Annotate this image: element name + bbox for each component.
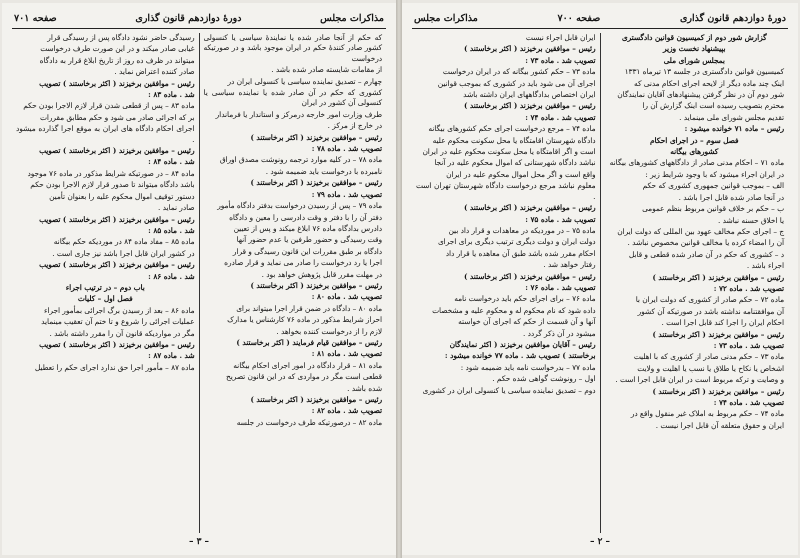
section-heading: کشورهای بیگانه bbox=[670, 147, 719, 157]
paragraph: دادرس بدادگاه ماده ۷۶ ابلاغ میکند و پس از تعیین bbox=[233, 223, 382, 233]
paragraph: میتواند در ظرف ده روز از تاریخ ابلاغ قرار به دادگاه bbox=[39, 55, 195, 65]
paragraph: ماده ۸۳ – پس از قطعی شدن قرار لازم الاجرا بودن حکم bbox=[23, 101, 195, 111]
text-column-right bbox=[601, 33, 789, 533]
vote-line: رئیس – موافقین برخیزند ( اکثر برخاستند ) تصویب bbox=[39, 78, 195, 88]
paragraph: ماده ۷۵ – در موردیکه در معاهدات و قرار داد بین bbox=[448, 225, 596, 235]
paragraph: کشوری که حکم در آن صادر شده یا نماینده سیاسی یا کنسولی آن کشور در ایران bbox=[203, 88, 382, 108]
vote-line: رئیس – موافقین برخیزند ( اکثر برخاستند ) bbox=[250, 132, 382, 142]
vote-line: شد . ماده ۸۳ : bbox=[148, 90, 195, 100]
text-column-left bbox=[412, 33, 600, 533]
section-heading: بمجلس شورای ملی bbox=[663, 55, 725, 65]
paragraph: واقع است و اگر محل اموال محکوم علیه در ایران bbox=[446, 169, 596, 179]
paragraph: اول – رونوشت گواهی شده حکم . bbox=[492, 374, 596, 384]
paragraph: باشد دادگاه میتواند تا صدور قرار لازم الاجرا بودن حکم bbox=[30, 180, 195, 190]
paragraph: داده شود که نام محکوم له و محکوم علیه و مشخصات bbox=[432, 305, 596, 315]
paragraph: یا اخلاق حسنه نباشد . bbox=[718, 215, 784, 225]
vote-line: رئیس – موافقین برخیزند ( اکثر برخاستند ) bbox=[463, 101, 596, 111]
section-heading: بپیشنهاد نخست وزیر bbox=[662, 44, 726, 54]
paragraph: ماده ۷۳ – حکم مدنی صادر از کشوری که با اهلیت bbox=[633, 352, 784, 362]
paragraph: ماده ۷۴ – حکم مربوط به املاک غیر منقول واقع در bbox=[630, 409, 784, 419]
paragraph: کمیسیون قوانین دادگستری در جلسه ۱۳ تیرماه ۱۳۳۱ bbox=[624, 67, 784, 77]
paragraph: وقت رسیدگی و حضور طرفین یا عدم حضور آنها bbox=[236, 235, 382, 245]
vote-line: تصویب شد . ماده ۷۴ : bbox=[525, 112, 596, 122]
paragraph: ماده ۷۹ – پس از رسیدن درخواست بدفتر دادگاه مأمور bbox=[217, 201, 382, 211]
vote-line: رئیس – موافقین قیام فرمایند ( اکثر برخاستند ) bbox=[236, 337, 382, 347]
page-footer-number: – ۳ – bbox=[188, 537, 210, 547]
paragraph: دفتر آن را با دفتر و وقت دادرسی را معین و دادگاه bbox=[229, 212, 382, 222]
vote-line: رئیس – موافقین برخیزند ( اکثر برخاستند ) تصویب bbox=[39, 339, 195, 349]
section-heading: گزارش شور دوم از کمیسیون قوانین دادگستری bbox=[621, 33, 767, 42]
paragraph: آن را امضاء کرده یا مخالف قوانین مخصوص نباشد . bbox=[627, 238, 784, 248]
text-columns bbox=[412, 33, 788, 533]
vote-line: رئیس – موافقین برخیزند ( اکثر برخاستند ) bbox=[463, 271, 596, 281]
paragraph: ایران و حقوق متعلقه آن قابل اجرا نیست . bbox=[655, 420, 784, 430]
paragraph: ماده ۸۴ – در صورتیکه شرایط مذکور در ماده ۷۶ موجود bbox=[27, 168, 195, 178]
column-divider bbox=[199, 33, 200, 533]
vote-line: رئیس – موافقین برخیزند ( اکثر برخاستند ) تصویب bbox=[39, 146, 195, 156]
paragraph: آنها و آن قسمت از حکم که اجرای آن خواسته bbox=[458, 317, 596, 327]
paragraph: ماده ۷۲ – حکم صادر از کشوری که دولت ایران با bbox=[635, 295, 784, 305]
paragraph: ماده ۷۱ – احکام مدنی صادر از دادگاههای کشورهای بیگانه bbox=[609, 158, 784, 168]
vote-line: رئیس – موافقین برخیزند ( اکثر برخاستند ) bbox=[652, 329, 784, 339]
left-page bbox=[2, 3, 396, 555]
paragraph: اشخاص یا نکاح یا طلاق یا نسب یا اهلیت و ولایت bbox=[637, 363, 784, 373]
paragraph: دادگاه بر طبق مقررات این قانون رسیدگی و قرار bbox=[232, 246, 382, 256]
paragraph: است و اگر اقامتگاه یا محل سکونت محکوم علیه در ایران bbox=[422, 147, 596, 157]
paragraph: ماده ۸۶ – بعد از رسیدن برگ اجرائی بمأمور اجراء bbox=[43, 305, 195, 315]
paragraph: ماده ۸۷ – مأمور اجرا حق ندارد اجرای حکم را تعطیل bbox=[34, 362, 195, 372]
vote-line: شد . ماده ۸۴ : bbox=[148, 157, 195, 167]
right-page bbox=[402, 3, 798, 555]
paragraph: در مهلت مقرر قابل پژوهش خواهد بود . bbox=[261, 269, 382, 279]
paragraph: طرف وزارت امور خارجه درمرکز و استاندار یا فرماندار bbox=[215, 109, 382, 119]
paragraph: در آنجا صادر شده قابل اجرا باشد . bbox=[678, 192, 784, 202]
paragraph: و وصایت و ترکه مربوط است در ایران قابل اجرا است . bbox=[615, 375, 784, 385]
legislature-title: دورهٔ دوازدهم قانون گذاری bbox=[135, 12, 242, 24]
paragraph: مگر در مواردیکه قانون آن را مقرر داشته باشد . bbox=[49, 328, 195, 338]
paragraph: اجرای احکام دادگاه های ایران به موقع اجرا گذارده میشود . bbox=[16, 124, 195, 144]
paragraph: ایران اختصاص بدادگاههای ایران داشته باشد bbox=[463, 90, 596, 100]
paragraph: میشود در آن ذکر گردد . bbox=[523, 328, 596, 338]
paragraph: اجراء باشد . bbox=[746, 261, 784, 271]
paragraph: لازم را از درخواست کننده بخواهد . bbox=[276, 326, 382, 336]
paragraph: شور دوم آن در نظر گرفتن پیشنهادهای آقایان نمایندگان bbox=[617, 90, 784, 100]
paragraph: در کشور ایران قابل اجرا باشد نیز جاری است . bbox=[52, 248, 195, 258]
paragraph: دادگاه شهرستان اقامتگاه یا محل سکونت محکوم علیه bbox=[432, 135, 596, 145]
vote-line: رئیس – موافقین برخیزند ( اکثر برخاستند ) bbox=[250, 178, 382, 188]
paragraph: نباشد دادگاه شهرستانی که اموال محکوم علیه در آنجا bbox=[434, 158, 596, 168]
paragraph: ایران قابل اجراء نیست bbox=[525, 33, 596, 42]
paragraph: الف – بموجب قوانین جمهوری کشوری که حکم bbox=[642, 181, 784, 191]
page-header bbox=[12, 9, 386, 29]
vote-line: تصویب شد . ماده ۷۹ : bbox=[311, 189, 382, 199]
paragraph: نامبرده با درخواست باید ضمیمه شود . bbox=[265, 166, 382, 176]
page-number: صفحه ۷۰۰ bbox=[557, 12, 601, 24]
paragraph: ماده ۸۵ – مفاد ماده ۸۴ در موردیکه حکم بیگانه bbox=[53, 237, 195, 247]
vote-line: تصویب شد . ماده ۷۵ : bbox=[525, 214, 596, 224]
paragraph: چهارم – تصدیق نماینده سیاسی یا کنسولی ایران در bbox=[227, 76, 382, 86]
paragraph: قطعی است مگر در مواردی که در این قانون تصریح bbox=[226, 372, 382, 382]
page-number: صفحه ۷۰۱ bbox=[14, 12, 57, 24]
vote-line: تصویب شد . ماده ۸۱ : bbox=[311, 349, 382, 359]
paragraph: صادر کننده اعتراض نماید . bbox=[114, 67, 195, 77]
paragraph: احراز شرایط مذکور در ماده ۷۶ کارشناس یا مدارک bbox=[227, 315, 382, 325]
legislature-title: دورهٔ دوازدهم قانون گذاری bbox=[679, 12, 786, 24]
paragraph: ماده ۸۱ – قرار دادگاه در امور اجرای احکام بیگانه bbox=[233, 360, 382, 370]
paragraph: ب – حکم بر خلاف قوانین مربوط بنظم عمومی bbox=[642, 204, 784, 214]
vote-line: رئیس – موافقین برخیزند ( اکثر برخاستند ) bbox=[250, 395, 382, 404]
vote-line: تصویب شد . ماده ۷۳ : bbox=[525, 55, 596, 65]
paragraph: اجرا یا رد درخواست را صادر می نماید و قرار صادره bbox=[224, 258, 382, 268]
paragraph: بر که اجرائی صادر می شود و حکم مطابق مقررات bbox=[39, 112, 195, 122]
vote-line: شد . ماده ۸۶ : bbox=[148, 271, 195, 281]
paragraph: اجرای آن می شود باید در کشوری که بموجب قوانین bbox=[437, 78, 596, 88]
text-columns bbox=[12, 33, 386, 533]
paragraph: محترم بتصویب رسیده است اینک گزارش آن را bbox=[642, 101, 784, 111]
text-column-right bbox=[200, 33, 387, 533]
paragraph: ماده ۷۸ – در کلیه موارد ترجمه رونوشت مصدق اوراق bbox=[219, 155, 382, 165]
paragraph: اینک چند ماده دیگر از لایحه اجرای احکام مدنی که bbox=[634, 78, 784, 88]
vote-line: تصویب شد . ماده ۷۴ : bbox=[713, 398, 784, 407]
paragraph: از مقامات شایسته صادر شده باشد . bbox=[271, 65, 382, 75]
vote-line: شد . ماده ۸۵ : bbox=[148, 225, 195, 235]
vote-line: رئیس – موافقین برخیزند ( اکثر برخاستند ) تصویب bbox=[39, 260, 195, 270]
vote-line: رئیس – موافقین برخیزند ( اکثر برخاستند ) bbox=[463, 44, 596, 54]
vote-line: رئیس – موافقین برخیزند ( اکثر برخاستند ) bbox=[652, 386, 784, 396]
paragraph: احکام مقرر شده باشد طبق آن معاهده یا قرار داد bbox=[445, 248, 596, 258]
vote-line: تصویب شد . ماده ۷۳ : bbox=[713, 340, 784, 350]
paragraph: صادر نماید . bbox=[158, 203, 195, 213]
vote-line: شد . ماده ۸۷ : bbox=[148, 351, 195, 361]
paragraph: دولت ایران و دولت دیگری ترتیب دیگری برای اجرای bbox=[437, 237, 596, 247]
paragraph: معلوم نباشد مرجع درخواست دادگاه شهرستان تهران است . bbox=[416, 181, 596, 201]
vote-line: تصویب شد . ماده ۸۰ : bbox=[311, 292, 382, 302]
paragraph: ماده ۷۴ – مرجع درخواست اجرای حکم کشورهای بیگانه bbox=[428, 124, 596, 134]
journal-name: مذاکرات مجلس bbox=[414, 12, 478, 24]
paragraph: غیابی صادر میکند و در این صورت طرف درخواست bbox=[40, 44, 195, 54]
paragraph: ماده ۷۳ – حکم کشور بیگانه که در ایران درخواست bbox=[442, 67, 596, 77]
vote-line: تصویب شد . ماده ۷۸ : bbox=[311, 144, 382, 154]
journal-name: مذاکرات مجلس bbox=[320, 12, 384, 24]
paragraph: شده باشد . bbox=[347, 383, 382, 393]
paragraph: د – کشوری که حکم در آن صادر شده قطعی و قابل bbox=[628, 249, 784, 259]
page-header bbox=[412, 9, 788, 29]
vote-line: رئیس – آقایان موافقین برخیزند ( اکثر نمایندگان bbox=[449, 339, 596, 349]
paragraph: رفتار خواهد شد . bbox=[543, 260, 596, 270]
paragraph: ماده ۸۰ – دادگاه در ضمن قرار اجرا میتواند برای bbox=[236, 303, 382, 313]
paragraph: دوم – تصدیق نماینده سیاسی یا کنسولی ایران در کشوری bbox=[422, 385, 596, 395]
vote-line: برخاستند ) تصویب شد . ماده ۷۷ خوانده میشود : bbox=[444, 351, 596, 361]
vote-line: رئیس – موافقین برخیزند ( اکثر برخاستند ) bbox=[250, 280, 382, 290]
section-heading: باب دوم – در ترتیب اجراء bbox=[65, 282, 145, 292]
section-heading: فصل اول – کلیات bbox=[77, 294, 133, 304]
column-divider bbox=[600, 33, 601, 533]
paragraph: عملیات اجرائی را شروع و تا ختم آن تعقیب مینماید bbox=[41, 317, 195, 327]
paragraph: ماده ۸۲ – درصورتیکه طرف درخواست در جلسه bbox=[236, 417, 382, 427]
paragraph: ج – اجرای حکم مخالف عهود بین المللی که دولت ایران bbox=[617, 226, 784, 236]
vote-line: تصویب شد . ماده ۷۶ : bbox=[525, 282, 596, 292]
paragraph: احکام ایران را اجرا کند قابل اجرا است . bbox=[661, 318, 784, 328]
vote-line: تصویب شد . ماده ۸۲ : bbox=[311, 406, 382, 416]
vote-line: رئیس – موافقین برخیزند ( اکثر برخاستند ) bbox=[652, 272, 784, 282]
paragraph: که حکم از آنجا صادر شده یا نمایندهٔ سیاسی یا کنسولی کشور صادر کنندهٔ حکم در ایران موجود باشد و در صورتیکه درخواست bbox=[203, 33, 382, 63]
paragraph: در خارج از مرکز . bbox=[327, 121, 382, 131]
paragraph: تقدیم مجلس شورای ملی مینماید . bbox=[679, 112, 784, 122]
paragraph: ماده ۷۷ – بدرخواست نامه باید ضمیمه شود : bbox=[460, 362, 596, 372]
paragraph: در ایران اجراء میشود که با وجود شرایط زیر : bbox=[645, 169, 784, 179]
vote-line: رئیس – موافقین برخیزند ( اکثر برخاستند ) bbox=[463, 203, 596, 213]
page-footer-number: – ۲ – bbox=[589, 537, 611, 547]
paragraph: آن موافقتنامه نداشته باشد در صورتیکه آن کشور bbox=[637, 306, 784, 316]
paragraph: دستور توقیف اموال محکوم علیه را بعنوان تأمین bbox=[49, 191, 195, 201]
vote-line: تصویب شد . ماده ۷۲ : bbox=[713, 283, 784, 293]
vote-line: رئیس – موافقین برخیزند ( اکثر برخاستند ) تصویب bbox=[39, 214, 195, 224]
section-heading: فصل سوم – در اجرای احکام bbox=[650, 135, 739, 145]
text-column-left bbox=[12, 33, 199, 533]
paragraph: رسیدگی حاضر نشود دادگاه پس از رسیدگی قرار bbox=[47, 33, 195, 42]
vote-line: رئیس – ماده ۷۱ خوانده میشود : bbox=[684, 124, 784, 134]
paragraph: ماده ۷۶ – برای اجرای حکم باید درخواست نامه bbox=[454, 294, 596, 304]
